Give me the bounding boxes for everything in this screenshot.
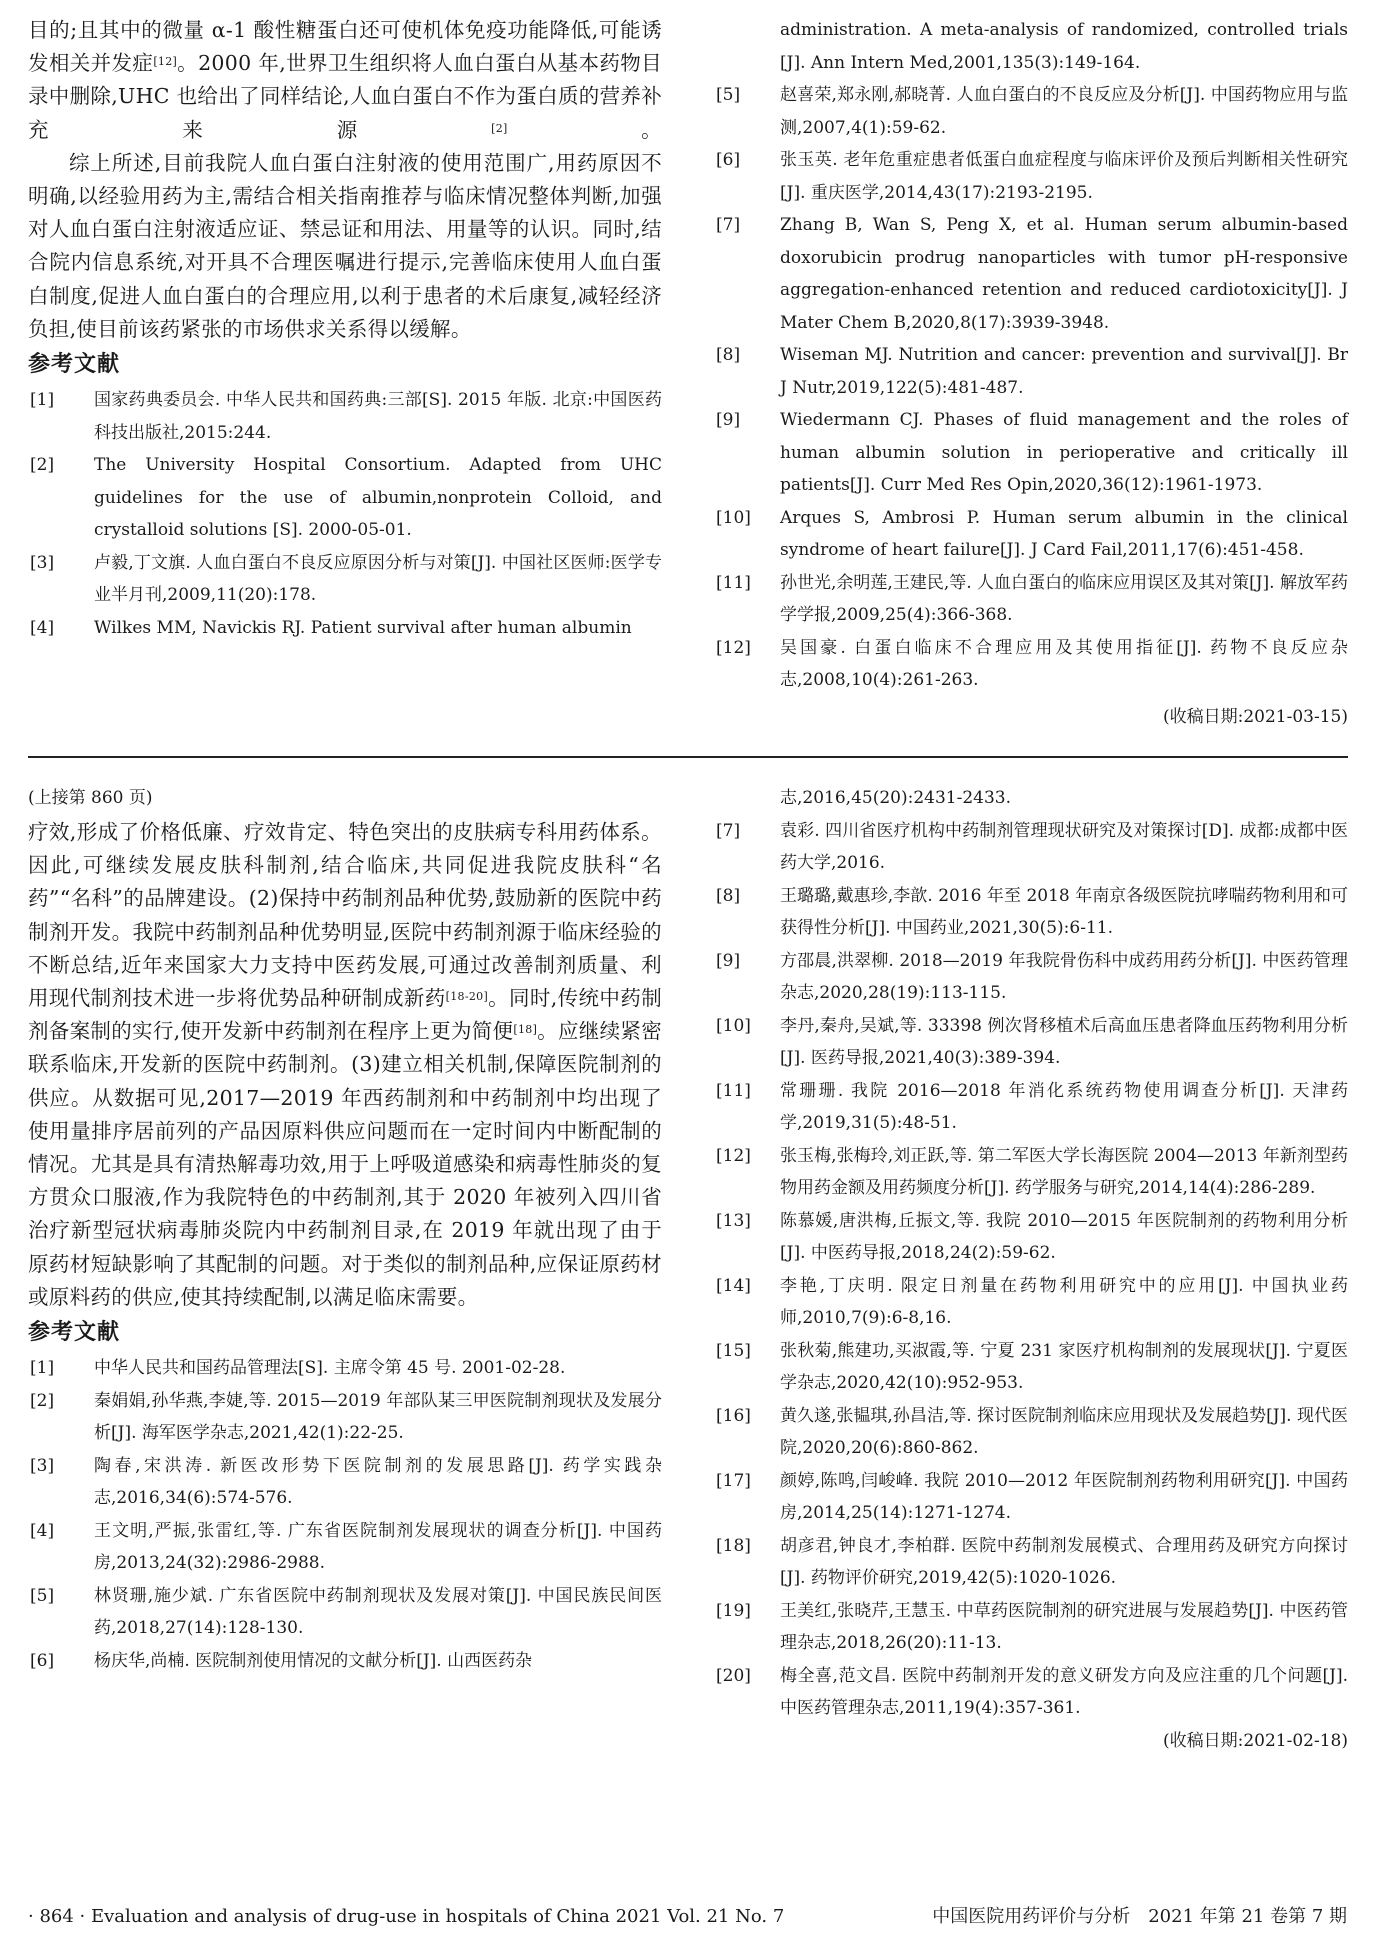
- reference-text: 李艳,丁庆明. 限定日剂量在药物利用研究中的应用[J]. 中国执业药师,2010,7(9):6-8,16.: [780, 1275, 1348, 1328]
- reference-item: [28, 384, 662, 449]
- reference-item: [714, 502, 1348, 567]
- reference-number: [7]: [716, 215, 741, 235]
- reference-number: [13]: [716, 1210, 751, 1231]
- reference-number: [1]: [30, 390, 55, 411]
- reference-item: [714, 815, 1348, 880]
- reference-text: Zhang B, Wan S, Peng X, et al. Human serum albumin-based doxorubicin prodrug nanoparticles with tumor pH-responsive aggregation-enhanced retention and reduced cardiotoxicity[J]. J Mater Chem B,2020,8(17):3939-3948.: [780, 215, 1348, 333]
- reference-number: [11]: [716, 572, 751, 593]
- top-right-column: [714, 14, 1348, 733]
- reference-text: 方邵晨,洪翠柳. 2018—2019 年我院骨伤科中成药用药分析[J]. 中医药管理杂志,2020,28(19):113-115.: [780, 950, 1348, 1003]
- reference-number: [4]: [30, 617, 55, 638]
- reference-number: [8]: [716, 345, 741, 365]
- reference-item: [714, 404, 1348, 502]
- reference-text: 梅全喜,范文昌. 医院中药制剂开发的意义研发方向及应注重的几个问题[J]. 中医药管理杂志,2011,19(4):357-361.: [780, 1665, 1348, 1718]
- reference-number: [18]: [716, 1535, 751, 1556]
- text-run: 疗效,形成了价格低廉、疗效肯定、特色突出的皮肤病专科用药体系。因此,可继续发展皮肤科制剂,结合临床,共同促进我院皮肤科“名药”“名科”的品牌建设。(2)保持中药制剂品种优势,鼓励新的医院中药制剂开发。我院中药制剂品种优势明显,医院中药制剂源于临床经验的不断总结,近年来国家大力支持中医药发展,可通过改善制剂质量、利用现代制剂技术进一步将优势品种研制成新药: [28, 820, 662, 1011]
- reference-continuation: 志,2016,45(20):2431-2433.: [780, 788, 1012, 808]
- reference-text: 李丹,秦舟,吴斌,等. 33398 例次肾移植术后高血压患者降血压药物利用分析[J]. 医药导报,2021,40(3):389-394.: [780, 1015, 1348, 1068]
- reference-number: [7]: [716, 820, 741, 841]
- reference-text: 王美红,张晓芹,王慧玉. 中草药医院制剂的研究进展与发展趋势[J]. 中医药管理杂志,2018,26(20):11-13.: [780, 1600, 1348, 1653]
- reference-text: 赵喜荣,郑永刚,郝晓菁. 人血白蛋白的不良反应及分析[J]. 中国药物应用与监测,2007,4(1):59-62.: [780, 85, 1348, 138]
- reference-text: 中华人民共和国药品管理法[S]. 主席令第 45 号. 2001-02-28.: [94, 1358, 566, 1379]
- top-left-column: [28, 14, 662, 644]
- reference-text: 吴国豪. 白蛋白临床不合理应用及其使用指征[J]. 药物不良反应杂志,2008,10(4):261-263.: [780, 637, 1348, 690]
- footer-left: · 864 · Evaluation and analysis of drug-use in hospitals of China 2021 Vol. 21 No. 7: [28, 1906, 785, 1927]
- reference-number: [10]: [716, 1015, 751, 1036]
- reference-number: [2]: [30, 1390, 55, 1411]
- reference-text: 秦娟娟,孙华燕,李婕,等. 2015—2019 年部队某三甲医院制剂现状及发展分析[J]. 海军医学杂志,2021,42(1):22-25.: [94, 1390, 662, 1444]
- reference-text: 卢毅,丁文旗. 人血白蛋白不良反应原因分析与对策[J]. 中国社区医师:医学专业半月刊,2009,11(20):178.: [94, 552, 662, 606]
- reference-number: [14]: [716, 1275, 751, 1296]
- reference-text: 王璐璐,戴惠珍,李歆. 2016 年至 2018 年南京各级医院抗哮喘药物利用和可获得性分析[J]. 中国药业,2021,30(5):6-11.: [780, 885, 1348, 938]
- reference-item: [28, 612, 662, 645]
- bottom-left-column: [28, 782, 662, 1677]
- text-run: 。同时,传统中药制剂备案制的实行,使开发新中药制剂在程序上更为简便: [28, 986, 662, 1044]
- reference-item: [28, 1385, 662, 1450]
- section-divider: [28, 756, 1348, 758]
- reference-number: [12]: [716, 637, 751, 658]
- reference-number: [9]: [716, 950, 741, 971]
- reference-number: [8]: [716, 885, 741, 906]
- reference-item: [714, 1400, 1348, 1465]
- reference-item: [714, 1335, 1348, 1400]
- reference-number: [5]: [716, 85, 741, 105]
- reference-text: Arques S, Ambrosi P. Human serum albumin in the clinical syndrome of heart failure[J]. J Card Fail,2011,17(6):451-458.: [780, 507, 1348, 560]
- body-paragraph: 综上所述,目前我院人血白蛋白注射液的使用范围广,用药原因不明确,以经验用药为主,需结合相关指南推荐与临床情况整体判断,加强对人血白蛋白注射液适应证、禁忌证和用法、用量等的认识。同时,结合院内信息系统,对开具不合理医嘱进行提示,完善临床使用人血白蛋白制度,促进人血白蛋白的合理应用,以利于患者的术后康复,减轻经济负担,使目前该药紧张的市场供求关系得以缓解。: [28, 150, 662, 341]
- reference-item: [28, 1645, 662, 1678]
- received-date: (收稿日期:2021-03-15): [1162, 706, 1348, 727]
- references-heading: 参考文献: [28, 352, 121, 378]
- reference-number: [6]: [716, 150, 741, 170]
- reference-number: [16]: [716, 1405, 751, 1426]
- reference-item: [714, 1140, 1348, 1205]
- reference-number: [6]: [30, 1650, 55, 1671]
- reference-number: [10]: [716, 507, 751, 528]
- reference-number: [4]: [30, 1520, 55, 1541]
- citation[interactable]: [18-20]: [445, 990, 489, 1004]
- footer-right: 中国医院用药评价与分析 2021 年第 21 卷第 7 期: [932, 1906, 1347, 1927]
- reference-item: [28, 547, 662, 612]
- reference-text: 王文明,严振,张雷红,等. 广东省医院制剂发展现状的调查分析[J]. 中国药房,2013,24(32):2986-2988.: [94, 1520, 662, 1574]
- reference-item: [714, 339, 1348, 404]
- reference-item: [714, 1465, 1348, 1530]
- reference-number: [11]: [716, 1080, 751, 1101]
- reference-text: 黄久遂,张韫琪,孙昌洁,等. 探讨医院制剂临床应用现状及发展趋势[J]. 现代医院,2020,20(6):860-862.: [780, 1405, 1348, 1458]
- reference-text: 杨庆华,尚楠. 医院制剂使用情况的文献分析[J]. 山西医药杂: [94, 1650, 533, 1671]
- reference-item: [714, 1010, 1348, 1075]
- reference-text: 张玉梅,张梅玲,刘正跃,等. 第二军医大学长海医院 2004—2013 年新剂型药物用药金额及用药频度分析[J]. 药学服务与研究,2014,14(4):286-289.: [780, 1145, 1348, 1198]
- reference-number: [1]: [30, 1358, 55, 1379]
- reference-item: [714, 632, 1348, 697]
- reference-number: [2]: [30, 455, 55, 476]
- reference-list: [714, 79, 1348, 697]
- reference-text: 颜婷,陈鸣,闫峻峰. 我院 2010—2012 年医院制剂药物利用研究[J]. 中国药房,2014,25(14):1271-1274.: [780, 1470, 1348, 1523]
- body-paragraph: [28, 816, 662, 1314]
- reference-item: [714, 1660, 1348, 1725]
- reference-item: [28, 1450, 662, 1515]
- reference-number: [17]: [716, 1470, 751, 1491]
- reference-item: [714, 567, 1348, 632]
- text-run: 。2000 年,世界卫生组织将人血白蛋白从基本药物目录中删除,UHC 也给出了同样结论,人血白蛋白不作为蛋白质的营养补充来源: [28, 51, 662, 142]
- citation[interactable]: [18]: [513, 1023, 538, 1037]
- reference-number: [9]: [716, 410, 741, 430]
- body-paragraph: [28, 14, 662, 147]
- reference-item: [28, 1352, 662, 1385]
- reference-text: Wiseman MJ. Nutrition and cancer: prevention and survival[J]. Br J Nutr,2019,122(5):481-487.: [780, 345, 1348, 398]
- received-date: (收稿日期:2021-02-18): [1162, 1730, 1348, 1751]
- reference-text: The University Hospital Consortium. Adapted from UHC guidelines for the use of albumin,nonprotein Colloid, and crystalloid solutions [S]. 2000-05-01.: [94, 455, 662, 541]
- reference-item: [714, 1595, 1348, 1660]
- reference-text: 孙世光,余明莲,王建民,等. 人血白蛋白的临床应用误区及其对策[J]. 解放军药学学报,2009,25(4):366-368.: [780, 572, 1348, 625]
- reference-item: [714, 880, 1348, 945]
- reference-text: 陈慕媛,唐洪梅,丘振文,等. 我院 2010—2015 年医院制剂的药物利用分析[J]. 中医药导报,2018,24(2):59-62.: [780, 1210, 1348, 1263]
- reference-item: [28, 1580, 662, 1645]
- reference-list: [28, 1352, 662, 1677]
- reference-item: [28, 449, 662, 547]
- reference-text: 张玉英. 老年危重症患者低蛋白血症程度与临床评价及预后判断相关性研究[J]. 重庆医学,2014,43(17):2193-2195.: [780, 150, 1348, 203]
- references-heading: 参考文献: [28, 1320, 121, 1346]
- text-run: 目的;且其中的微量 α-1 酸性糖蛋白还可使机体免疫功能降低,可能诱发相关并发症: [28, 18, 662, 76]
- citation[interactable]: [2]: [491, 121, 508, 135]
- reference-item: [28, 1515, 662, 1580]
- reference-item: [714, 1530, 1348, 1595]
- reference-continuation: administration. A meta-analysis of randomized, controlled trials [J]. Ann Intern Med,2001,135(3):149-164.: [780, 20, 1348, 73]
- reference-item: [714, 945, 1348, 1010]
- reference-text: 胡彦君,钟良才,李柏群. 医院中药制剂发展模式、合理用药及研究方向探讨[J]. 药物评价研究,2019,42(5):1020-1026.: [780, 1535, 1348, 1588]
- reference-text: 袁彩. 四川省医疗机构中药制剂管理现状研究及对策探讨[D]. 成都:成都中医药大学,2016.: [780, 820, 1348, 873]
- reference-item: [714, 1075, 1348, 1140]
- text-run: 。应继续紧密联系临床,开发新的医院中药制剂。(3)建立相关机制,保障医院制剂的供应。从数据可见,2017—2019 年西药制剂和中药制剂中均出现了使用量排序居前列的产品因原料供应问题而在一定时间内中断配制的情况。尤其是具有清热解毒功效,用于上呼吸道感染和病毒性肺炎的复方贯众口服液,作为我院特色的中药制剂,其于 2020 年被列入四川省治疗新型冠状病毒肺炎院内中药制剂目录,在 2019 年就出现了由于原药材短缺影响了其配制的问题。对于类似的制剂品种,应保证原药材或原料药的供应,使其持续配制,以满足临床需要。: [28, 1019, 662, 1309]
- reference-list: [714, 815, 1348, 1725]
- reference-number: [20]: [716, 1665, 751, 1686]
- reference-text: Wiedermann CJ. Phases of fluid management and the roles of human albumin solution in perioperative and critically ill patients[J]. Curr Med Res Opin,2020,36(12):1961-1973.: [780, 410, 1348, 495]
- reference-item: [714, 1270, 1348, 1335]
- reference-item: [714, 209, 1348, 339]
- reference-text: 陶春,宋洪涛. 新医改形势下医院制剂的发展思路[J]. 药学实践杂志,2016,34(6):574-576.: [94, 1455, 662, 1509]
- reference-text: 常珊珊. 我院 2016—2018 年消化系统药物使用调查分析[J]. 天津药学,2019,31(5):48-51.: [780, 1080, 1348, 1133]
- citation[interactable]: [12]: [153, 55, 178, 69]
- reference-text: 国家药典委员会. 中华人民共和国药典:三部[S]. 2015 年版. 北京:中国医药科技出版社,2015:244.: [94, 390, 662, 443]
- reference-number: [15]: [716, 1340, 751, 1361]
- reference-number: [3]: [30, 552, 55, 573]
- reference-item: [714, 144, 1348, 209]
- continued-from-note: (上接第 860 页): [28, 788, 153, 808]
- reference-number: [12]: [716, 1145, 751, 1166]
- text-run: 。: [507, 117, 662, 142]
- reference-item: [714, 79, 1348, 144]
- reference-number: [5]: [30, 1585, 55, 1606]
- bottom-right-column: [714, 782, 1348, 1757]
- reference-number: [3]: [30, 1455, 55, 1476]
- reference-text: Wilkes MM, Navickis RJ. Patient survival after human albumin: [94, 617, 632, 638]
- reference-text: 林贤珊,施少斌. 广东省医院中药制剂现状及发展对策[J]. 中国民族民间医药,2018,27(14):128-130.: [94, 1585, 662, 1639]
- reference-number: [19]: [716, 1600, 751, 1621]
- reference-list: [28, 384, 662, 644]
- reference-text: 张秋菊,熊建功,买淑霞,等. 宁夏 231 家医疗机构制剂的发展现状[J]. 宁夏医学杂志,2020,42(10):952-953.: [780, 1340, 1348, 1393]
- reference-item: [714, 1205, 1348, 1270]
